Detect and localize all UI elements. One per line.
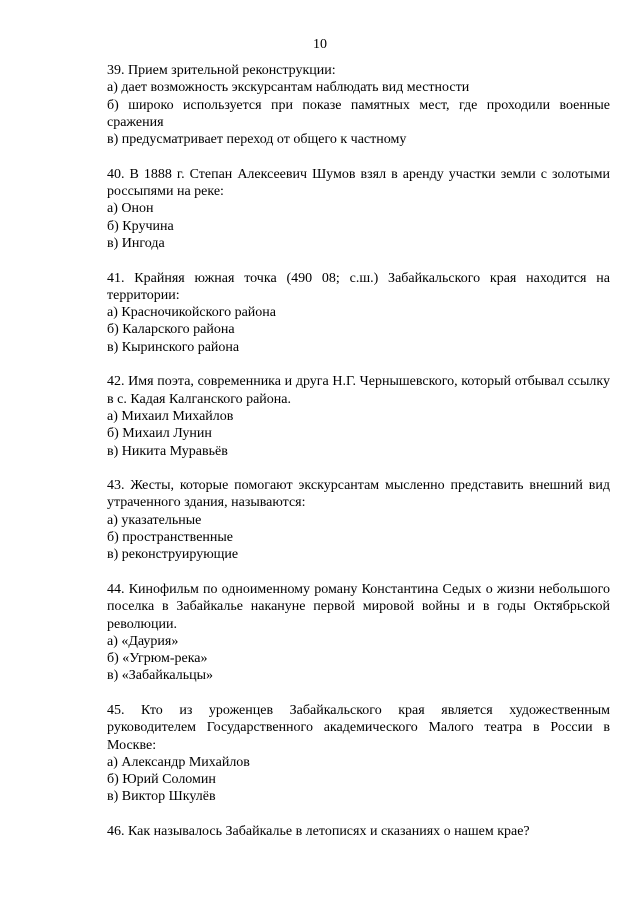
- answer-option: в) «Забайкальцы»: [107, 668, 214, 684]
- question-text: 41. Крайняя южная точка (490 08; с.ш.) Забайкальского края находится на территории:: [107, 270, 610, 303]
- question-43: [107, 477, 610, 563]
- question-41: [107, 270, 610, 356]
- answer-option: б) широко используется при показе памятных мест, где проходили военные сражения: [107, 97, 610, 130]
- answer-option: а) Михаил Михайлов: [107, 408, 234, 424]
- answer-option: а) дает возможность экскурсантам наблюдать вид местности: [107, 80, 470, 96]
- answer-option: а) Красночикойского района: [107, 305, 276, 321]
- question-text: 44. Кинофильм по одноименному роману Константина Седых о жизни небольшого поселка в Забайкалье накануне первой мировой войны и в годы Октябрьской революции.: [107, 581, 610, 632]
- questions-list: [107, 62, 610, 858]
- question-40: [107, 166, 610, 252]
- question-42: [107, 373, 610, 459]
- answer-option: б) Каларского района: [107, 322, 235, 338]
- answer-option: а) указательные: [107, 512, 202, 528]
- answer-option: б) Юрий Соломин: [107, 772, 216, 788]
- answer-option: а) Онон: [107, 201, 154, 217]
- question-text: 40. В 1888 г. Степан Алексеевич Шумов взял в аренду участки земли с золотыми россыпями на реке:: [107, 166, 610, 200]
- answer-option: в) Никита Муравьёв: [107, 443, 228, 459]
- answer-option: в) Виктор Шкулёв: [107, 789, 216, 805]
- answer-option: б) пространственные: [107, 530, 234, 546]
- answer-option: в) Ингода: [107, 235, 165, 251]
- question-39: [107, 62, 610, 148]
- question-46: [107, 823, 610, 840]
- question-text: 43. Жесты, которые помогают экскурсантам мысленно представить внешний вид утраченного здания, называются:: [107, 478, 610, 511]
- question-text: 42. Имя поэта, современника и друга Н.Г. Чернышевского, который отбывал ссылку в с. Кадая Калганского района.: [107, 374, 610, 407]
- question-text: 39. Прием зрительной реконструкции:: [107, 63, 336, 78]
- answer-option: в) предусматривает переход от общего к частному: [107, 132, 407, 148]
- question-45: [107, 702, 610, 806]
- page-number: 10: [313, 37, 327, 52]
- answer-option: а) «Даурия»: [107, 633, 179, 649]
- answer-option: в) реконструирующие: [107, 547, 239, 563]
- answer-option: б) Михаил Лунин: [107, 426, 212, 442]
- question-text: 45. Кто из уроженцев Забайкальского края является художественным руководителем Государственного академического Малого театра в России в Москве:: [107, 702, 610, 753]
- question-text: 46. Как называлось Забайкалье в летописях и сказаниях о нашем крае?: [107, 824, 530, 840]
- answer-option: б) «Угрюм-река»: [107, 651, 208, 667]
- answer-option: а) Александр Михайлов: [107, 754, 250, 770]
- question-44: [107, 581, 610, 685]
- answer-option: б) Кручина: [107, 218, 174, 234]
- answer-option: в) Кыринского района: [107, 339, 240, 355]
